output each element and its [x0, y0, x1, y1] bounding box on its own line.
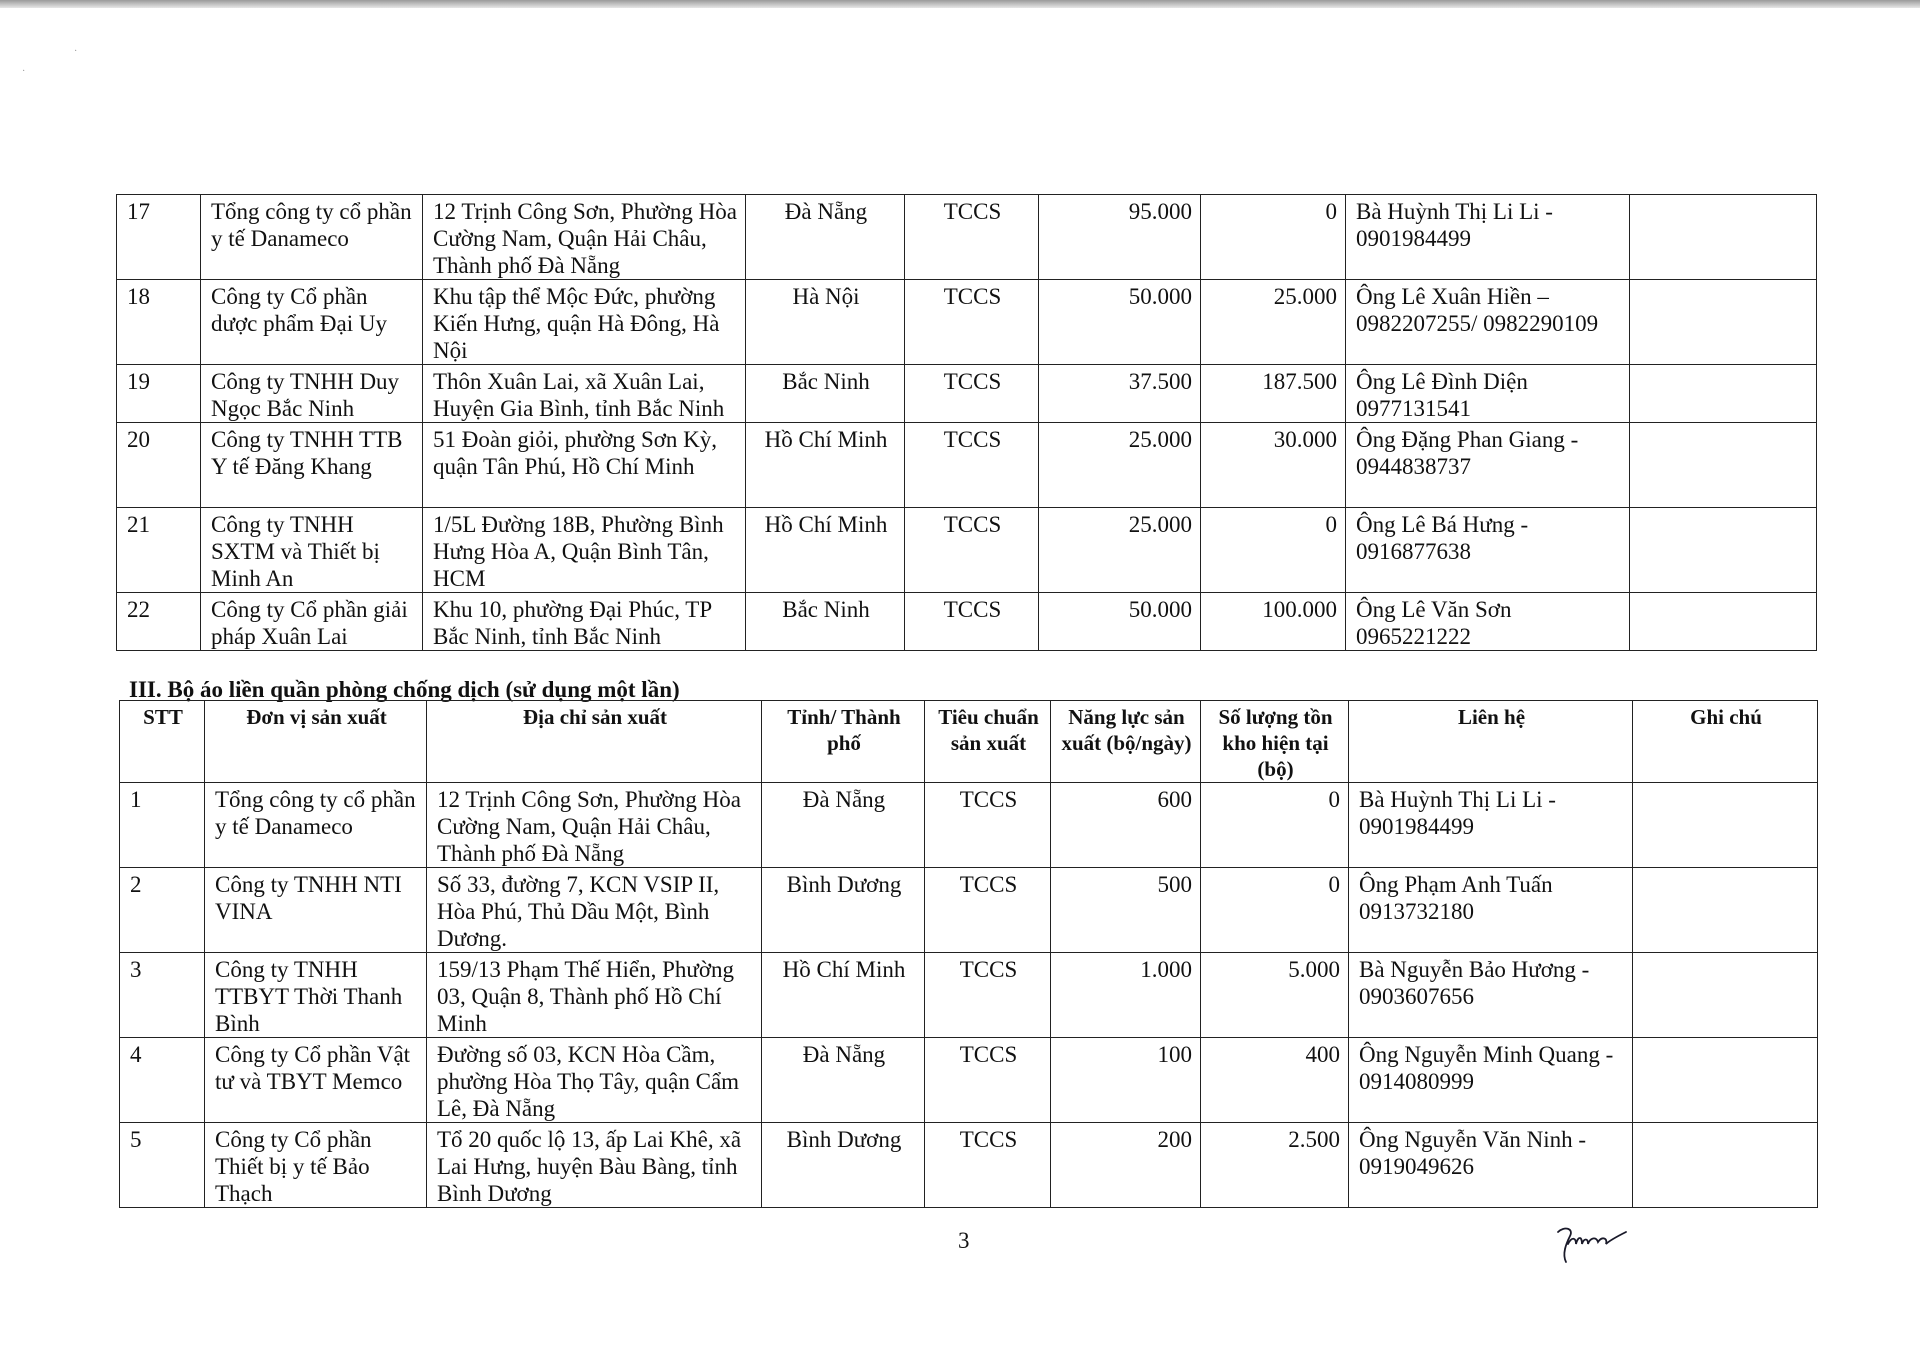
cell-province: Đà Nẵng — [746, 195, 905, 280]
cell-stt: 19 — [117, 365, 201, 423]
cell-note — [1630, 593, 1817, 651]
scan-speck: · — [22, 66, 26, 77]
cell-unit: Tổng công ty cổ phần y tế Danameco — [205, 783, 427, 868]
cell-stock: 0 — [1201, 195, 1346, 280]
scan-speck: · — [74, 46, 78, 57]
cell-stt: 4 — [120, 1038, 205, 1123]
cell-contact: Bà Huỳnh Thị Li Li - 0901984499 — [1346, 195, 1630, 280]
cell-stock: 0 — [1201, 783, 1349, 868]
cell-contact: Ông Phạm Anh Tuấn 0913732180 — [1349, 868, 1633, 953]
table-row — [117, 195, 1817, 280]
cell-standard: TCCS — [905, 508, 1039, 593]
cell-note — [1630, 423, 1817, 508]
cell-stt: 1 — [120, 783, 205, 868]
cell-province: Hồ Chí Minh — [762, 953, 925, 1038]
cell-capacity: 600 — [1051, 783, 1201, 868]
cell-standard: TCCS — [905, 423, 1039, 508]
table-row — [117, 365, 1817, 423]
header-unit: Đơn vị sản xuất — [205, 701, 427, 783]
cell-address: Thôn Xuân Lai, xã Xuân Lai, Huyện Gia Bình, tỉnh Bắc Ninh — [423, 365, 746, 423]
cell-unit: Công ty TNHH TTBYT Thời Thanh Bình — [205, 953, 427, 1038]
cell-standard: TCCS — [925, 1038, 1051, 1123]
cell-capacity: 50.000 — [1039, 280, 1201, 365]
cell-stock: 100.000 — [1201, 593, 1346, 651]
cell-standard: TCCS — [925, 953, 1051, 1038]
scan-edge — [0, 0, 1920, 8]
cell-contact: Ông Lê Xuân Hiền – 0982207255/ 0982290109 — [1346, 280, 1630, 365]
cell-capacity: 37.500 — [1039, 365, 1201, 423]
cell-stock: 30.000 — [1201, 423, 1346, 508]
page-number: 3 — [958, 1228, 970, 1253]
cell-contact: Ông Lê Đình Diện 0977131541 — [1346, 365, 1630, 423]
signature-mark — [1552, 1222, 1632, 1268]
header-standard: Tiêu chuẩn sản xuất — [925, 701, 1051, 783]
cell-stock: 0 — [1201, 508, 1346, 593]
cell-note — [1633, 868, 1818, 953]
cell-province: Hồ Chí Minh — [746, 508, 905, 593]
cell-address: 12 Trịnh Công Sơn, Phường Hòa Cường Nam, Quận Hải Châu, Thành phố Đà Nẵng — [423, 195, 746, 280]
header-province: Tỉnh/ Thành phố — [762, 701, 925, 783]
cell-address: 12 Trịnh Công Sơn, Phường Hòa Cường Nam, Quận Hải Châu, Thành phố Đà Nẵng — [427, 783, 762, 868]
section-title: III. Bộ áo liền quần phòng chống dịch (sử dụng một lần) — [129, 677, 680, 702]
cell-capacity: 100 — [1051, 1038, 1201, 1123]
cell-capacity: 95.000 — [1039, 195, 1201, 280]
cell-address: 1/5L Đường 18B, Phường Bình Hưng Hòa A, Quận Bình Tân, HCM — [423, 508, 746, 593]
cell-stock: 187.500 — [1201, 365, 1346, 423]
cell-contact: Ông Lê Văn Sơn 0965221222 — [1346, 593, 1630, 651]
cell-stt: 22 — [117, 593, 201, 651]
table-row — [120, 953, 1818, 1038]
cell-contact: Ông Đặng Phan Giang - 0944838737 — [1346, 423, 1630, 508]
cell-stt: 2 — [120, 868, 205, 953]
cell-stt: 17 — [117, 195, 201, 280]
cell-standard: TCCS — [905, 280, 1039, 365]
cell-note — [1630, 280, 1817, 365]
table-header-row — [120, 701, 1818, 783]
cell-stock: 400 — [1201, 1038, 1349, 1123]
cell-province: Bắc Ninh — [746, 365, 905, 423]
cell-unit: Công ty TNHH SXTM và Thiết bị Minh An — [201, 508, 423, 593]
header-stt: STT — [120, 701, 205, 783]
cell-note — [1630, 508, 1817, 593]
cell-unit: Công ty TNHH NTI VINA — [205, 868, 427, 953]
cell-capacity: 50.000 — [1039, 593, 1201, 651]
cell-standard: TCCS — [905, 593, 1039, 651]
table-row — [120, 868, 1818, 953]
cell-note — [1630, 195, 1817, 280]
cell-capacity: 25.000 — [1039, 423, 1201, 508]
cell-province: Hồ Chí Minh — [746, 423, 905, 508]
table-row — [120, 783, 1818, 868]
cell-unit: Công ty Cổ phần Thiết bị y tế Bảo Thạch — [205, 1123, 427, 1208]
coverall-capacity-table — [119, 700, 1818, 1208]
cell-province: Bắc Ninh — [746, 593, 905, 651]
cell-capacity: 25.000 — [1039, 508, 1201, 593]
cell-unit: Công ty Cổ phần dược phẩm Đại Uy — [201, 280, 423, 365]
cell-stt: 21 — [117, 508, 201, 593]
cell-note — [1633, 783, 1818, 868]
cell-address: Khu tập thể Mộc Đức, phường Kiến Hưng, quận Hà Đông, Hà Nội — [423, 280, 746, 365]
cell-unit: Tổng công ty cổ phần y tế Danameco — [201, 195, 423, 280]
cell-unit: Công ty TNHH TTB Y tế Đăng Khang — [201, 423, 423, 508]
table-row — [117, 280, 1817, 365]
cell-contact: Bà Nguyễn Bảo Hương - 0903607656 — [1349, 953, 1633, 1038]
cell-province: Bình Dương — [762, 868, 925, 953]
cell-contact: Ông Lê Bá Hưng - 0916877638 — [1346, 508, 1630, 593]
cell-note — [1633, 1038, 1818, 1123]
cell-capacity: 200 — [1051, 1123, 1201, 1208]
cell-province: Hà Nội — [746, 280, 905, 365]
cell-note — [1633, 1123, 1818, 1208]
table-row — [117, 508, 1817, 593]
cell-stt: 5 — [120, 1123, 205, 1208]
cell-standard: TCCS — [905, 195, 1039, 280]
cell-stt: 20 — [117, 423, 201, 508]
cell-address: Số 33, đường 7, KCN VSIP II, Hòa Phú, Thủ Dầu Một, Bình Dương. — [427, 868, 762, 953]
header-contact: Liên hệ — [1349, 701, 1633, 783]
cell-contact: Ông Nguyễn Minh Quang - 0914080999 — [1349, 1038, 1633, 1123]
table-row — [120, 1123, 1818, 1208]
cell-stock: 25.000 — [1201, 280, 1346, 365]
table-row — [120, 1038, 1818, 1123]
cell-standard: TCCS — [925, 868, 1051, 953]
cell-capacity: 500 — [1051, 868, 1201, 953]
cell-note — [1633, 953, 1818, 1038]
cell-address: Tổ 20 quốc lộ 13, ấp Lai Khê, xã Lai Hưng, huyện Bàu Bàng, tỉnh Bình Dương — [427, 1123, 762, 1208]
cell-stock: 2.500 — [1201, 1123, 1349, 1208]
table-row — [117, 593, 1817, 651]
cell-standard: TCCS — [905, 365, 1039, 423]
cell-province: Đà Nẵng — [762, 783, 925, 868]
header-address: Địa chỉ sản xuất — [427, 701, 762, 783]
cell-stt: 3 — [120, 953, 205, 1038]
cell-standard: TCCS — [925, 1123, 1051, 1208]
cell-address: Khu 10, phường Đại Phúc, TP Bắc Ninh, tỉnh Bắc Ninh — [423, 593, 746, 651]
cell-contact: Ông Nguyễn Văn Ninh - 0919049626 — [1349, 1123, 1633, 1208]
cell-unit: Công ty TNHH Duy Ngọc Bắc Ninh — [201, 365, 423, 423]
cell-stock: 5.000 — [1201, 953, 1349, 1038]
cell-address: 159/13 Phạm Thế Hiển, Phường 03, Quận 8, Thành phố Hồ Chí Minh — [427, 953, 762, 1038]
cell-capacity: 1.000 — [1051, 953, 1201, 1038]
cell-province: Bình Dương — [762, 1123, 925, 1208]
header-capacity: Năng lực sản xuất (bộ/ngày) — [1051, 701, 1201, 783]
capacity-table-continued — [116, 194, 1817, 651]
cell-address: 51 Đoàn giỏi, phường Sơn Kỳ, quận Tân Phú, Hồ Chí Minh — [423, 423, 746, 508]
cell-address: Đường số 03, KCN Hòa Cầm, phường Hòa Thọ Tây, quận Cẩm Lê, Đà Nẵng — [427, 1038, 762, 1123]
cell-standard: TCCS — [925, 783, 1051, 868]
header-stock: Số lượng tồn kho hiện tại (bộ) — [1201, 701, 1349, 783]
header-note: Ghi chú — [1633, 701, 1818, 783]
table-row — [117, 423, 1817, 508]
cell-unit: Công ty Cổ phần Vật tư và TBYT Memco — [205, 1038, 427, 1123]
cell-contact: Bà Huỳnh Thị Li Li - 0901984499 — [1349, 783, 1633, 868]
cell-stock: 0 — [1201, 868, 1349, 953]
cell-note — [1630, 365, 1817, 423]
cell-stt: 18 — [117, 280, 201, 365]
cell-province: Đà Nẵng — [762, 1038, 925, 1123]
cell-unit: Công ty Cổ phần giải pháp Xuân Lai — [201, 593, 423, 651]
